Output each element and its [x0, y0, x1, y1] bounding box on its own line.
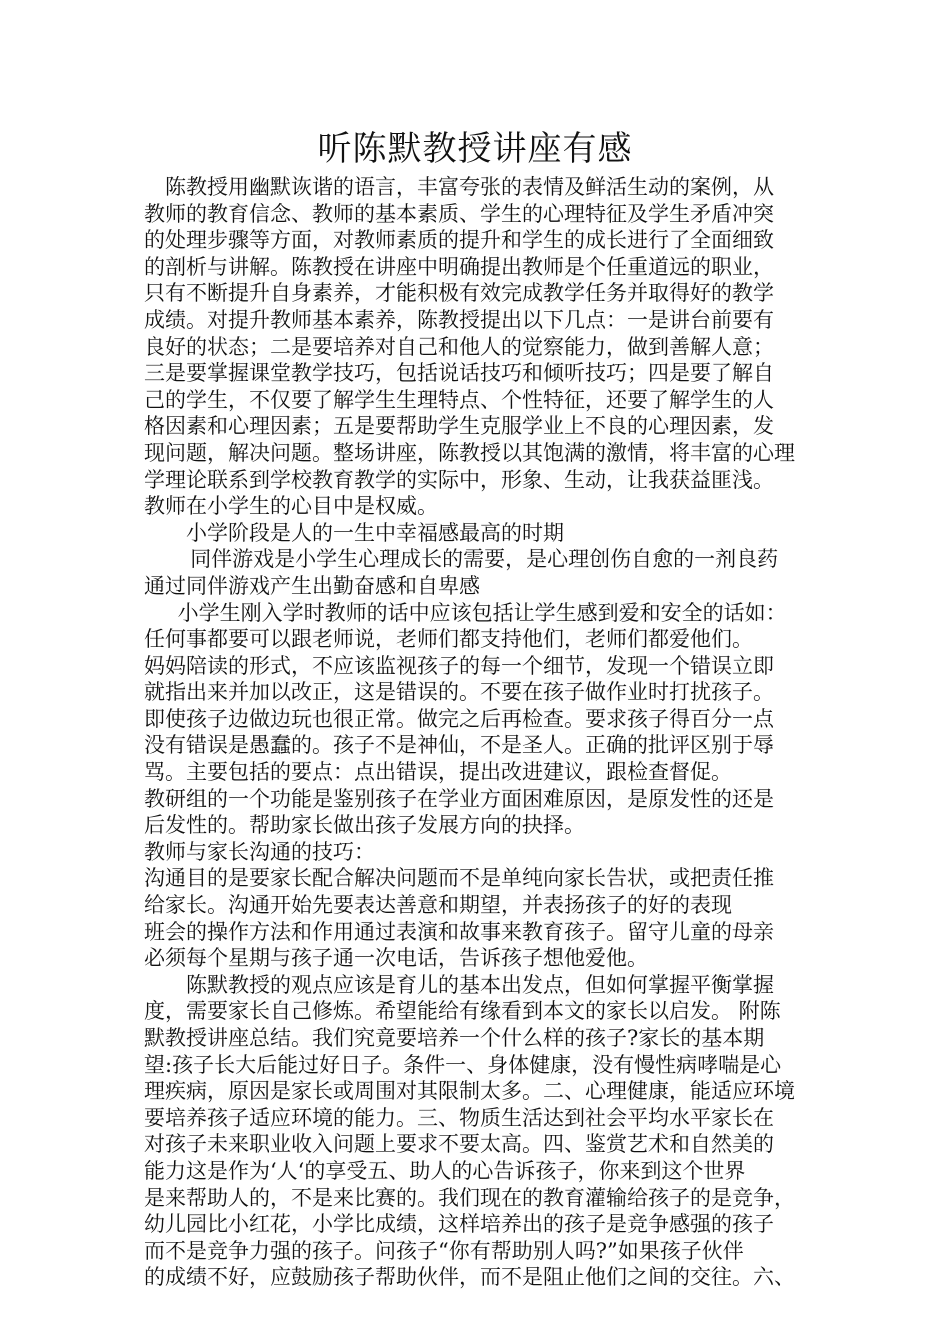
text-line: 教师与家长沟通的技巧： [144, 839, 375, 864]
text-line: 望:孩子长大后能过好日子。条件一、身体健康，没有慢性病哮喘是心 [144, 1052, 782, 1077]
text-line: 同伴游戏是小学生心理成长的需要，是心理创伤自愈的一剂良药 [190, 547, 779, 572]
text-line: 幼儿园比小红花，小学比成绩，这样培养出的孩子是竞争感强的孩子 [144, 1212, 774, 1237]
text-line: 沟通目的是要家长配合解决问题而不是单纯向家长告状，或把责任推 [144, 866, 774, 891]
text-line: 度，需要家长自己修炼。希望能给有缘看到本文的家长以启发。 附陈 [144, 999, 781, 1024]
text-line: 妈妈陪读的形式，不应该监视孩子的每一个细节，发现一个错误立即 [144, 653, 774, 678]
text-line: 教师在小学生的心目中是权威。 [144, 494, 438, 519]
text-line: 没有错误是愚蠢的。孩子不是神仙，不是圣人。正确的批评区别于辱 [144, 733, 774, 758]
text-line: 己的学生，不仅要了解学生生理特点、个性特征，还要了解学生的人 [144, 387, 774, 412]
text-line: 教研组的一个功能是鉴别孩子在学业方面困难原因，是原发性的还是 [144, 786, 774, 811]
text-line: 学理论联系到学校教育教学的实际中，形象、生动，让我获益匪浅。 [144, 467, 774, 492]
text-line: 骂。主要包括的要点：点出错误，提出改进建议，跟检查督促。 [144, 760, 732, 785]
text-line: 默教授讲座总结。我们究竟要培养一个什么样的孩子?家长的基本期 [144, 1026, 765, 1050]
text-line: 理疾病，原因是家长或周围对其限制太多。二、心理健康，能适应环境 [144, 1079, 795, 1104]
document-body [144, 174, 824, 1291]
text-line: 能力这是作为‘人‘的享受五、助人的心告诉孩子，你来到这个世界 [144, 1158, 746, 1183]
text-line: 而不是竞争力强的孩子。问孩子“你有帮助别人吗?”如果孩子伙伴 [144, 1238, 744, 1263]
text-line: 给家长。沟通开始先要表达善意和期望，并表扬孩子的好的表现 [144, 893, 732, 918]
text-line: 只有不断提升自身素养，才能积极有效完成教学任务并取得好的教学 [144, 281, 774, 306]
text-line: 就指出来并加以改正，这是错误的。不要在孩子做作业时打扰孩子。 [144, 680, 774, 705]
text-line: 的成绩不好，应鼓励孩子帮助伙伴，而不是阻止他们之间的交往。六、 [144, 1265, 795, 1290]
text-line: 对孩子未来职业收入问题上要求不要太高。四、鉴赏艺术和自然美的 [144, 1132, 774, 1157]
text-line: 的处理步骤等方面，对教师素质的提升和学生的成长进行了全面细致 [144, 228, 774, 253]
text-line: 成绩。对提升教师基本素养，陈教授提出以下几点：一是讲台前要有 [144, 307, 774, 332]
text-line: 任何事都要可以跟老师说，老师们都支持他们，老师们都爱他们。 [144, 627, 753, 652]
text-line: 小学生刚入学时教师的话中应该包括让学生感到爱和安全的话如： [177, 600, 787, 625]
text-line: 小学阶段是人的一生中幸福感最高的时期 [186, 520, 564, 545]
text-line: 陈默教授的观点应该是育儿的基本出发点，但如何掌握平衡掌握 [186, 972, 774, 997]
text-line: 的剖析与讲解。陈教授在讲座中明确提出教师是个任重道远的职业， [144, 254, 774, 279]
text-line: 陈教授用幽默诙谐的语言，丰富夸张的表情及鲜活生动的案例，从 [165, 175, 774, 199]
text-line: 即使孩子边做边玩也很正常。做完之后再检查。要求孩子得百分一点 [144, 706, 774, 731]
page-title: 听陈默教授讲座有感 [317, 129, 633, 169]
text-line: 通过同伴游戏产生出勤奋感和自卑感 [144, 573, 480, 598]
text-line: 要培养孩子适应环境的能力。三、物质生活达到社会平均水平家长在 [144, 1105, 774, 1130]
text-line: 是来帮助人的，不是来比赛的。我们现在的教育灌输给孩子的是竞争， [144, 1185, 795, 1210]
text-line: 格因素和心理因素；五是要帮助学生克服学业上不良的心理因素，发 [144, 414, 774, 439]
text-line: 教师的教育信念、教师的基本素质、学生的心理特征及学生矛盾冲突 [144, 201, 774, 226]
text-line: 良好的状态；二是要培养对自己和他人的觉察能力，做到善解人意； [144, 334, 774, 359]
text-line: 三是要掌握课堂教学技巧，包括说话技巧和倾听技巧；四是要了解自 [144, 361, 774, 386]
text-line: 现问题，解决问题。整场讲座，陈教授以其饱满的激情，将丰富的心理 [144, 440, 795, 465]
text-line: 班会的操作方法和作用通过表演和故事来教育孩子。留守儿童的母亲 [144, 919, 774, 944]
text-line: 必须每个星期与孩子通一次电话，告诉孩子想他爱他。 [144, 946, 648, 971]
text-line: 后发性的。帮助家长做出孩子发展方向的抉择。 [144, 813, 585, 838]
